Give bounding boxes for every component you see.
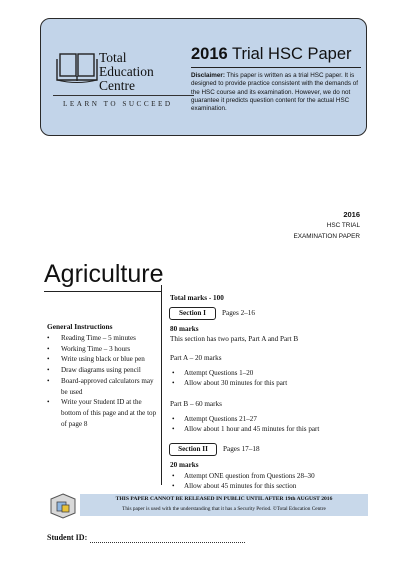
column-divider xyxy=(161,285,162,485)
instruction-item: • Draw diagrams using pencil xyxy=(47,365,157,376)
section-1-marks xyxy=(170,325,199,334)
part-a-list xyxy=(172,368,287,388)
section-2-marks xyxy=(170,461,199,470)
section-1-pages: Pages 2–16 xyxy=(222,309,255,317)
total-marks xyxy=(170,294,224,303)
section-2-box: Section II xyxy=(169,443,217,456)
part-b-item: • Allow about 1 hour and 45 minutes for this part xyxy=(172,424,319,434)
part-a-item: • Allow about 30 minutes for this part xyxy=(172,378,287,388)
general-instructions-title: General Instructions xyxy=(47,322,113,331)
part-b-item: • Attempt Questions 21–27 xyxy=(172,414,319,424)
instruction-item: • Board-approved calculators may be used xyxy=(47,376,157,397)
part-a-item: • Attempt Questions 1–20 xyxy=(172,368,287,378)
title-divider xyxy=(191,67,361,68)
section-1-box: Section I xyxy=(169,307,216,320)
brand-name-line-3: Centre xyxy=(99,78,135,93)
paper-title-year: 2016 xyxy=(191,45,228,63)
subject-title: Agriculture xyxy=(44,260,164,288)
section-2-marks-text: 20 marks xyxy=(170,461,199,469)
part-b-list xyxy=(172,414,319,434)
instruction-item: • Reading Time – 5 minutes xyxy=(47,333,157,344)
section-2-pages: Pages 17–18 xyxy=(223,445,260,453)
subject-underline xyxy=(44,291,161,292)
brand-logo xyxy=(49,43,199,123)
total-marks-text: Total marks - 100 xyxy=(170,294,224,302)
section-1-marks-text: 80 marks xyxy=(170,325,199,333)
instruction-item: • Write using black or blue pen xyxy=(47,354,157,365)
security-notice: This paper is used with the understanding that it has a Security Period. ©Total Education Centre xyxy=(122,506,326,512)
instruction-item: • Working Time – 3 hours xyxy=(47,344,157,355)
instruction-item: • Write your Student ID at the bottom of this page and at the top of page 8 xyxy=(47,397,157,429)
brand-divider xyxy=(53,95,194,96)
section-2-item: • Allow about 45 minutes for this section xyxy=(172,481,315,491)
exam-type-line-1: HSC TRIAL xyxy=(326,222,360,229)
part-a-title: Part A – 20 marks xyxy=(170,354,222,362)
disclaimer xyxy=(191,72,361,113)
open-book-icon xyxy=(55,51,99,87)
security-seal-icon xyxy=(49,493,77,519)
general-instructions-list xyxy=(47,333,157,429)
section-1-description: This section has two parts, Part A and Part B xyxy=(170,335,299,343)
exam-year: 2016 xyxy=(343,210,360,219)
header-banner xyxy=(40,18,367,136)
brand-name-line-1: Total xyxy=(99,50,127,65)
brand-name-line-2: Education xyxy=(99,64,154,79)
disclaimer-label: Disclaimer: xyxy=(191,72,225,79)
release-notice: THIS PAPER CANNOT BE RELEASED IN PUBLIC UNTIL AFTER 19th AUGUST 2016 xyxy=(115,496,333,502)
part-b-title: Part B – 60 marks xyxy=(170,400,222,408)
paper-title xyxy=(191,45,363,64)
exam-type-line-2: EXAMINATION PAPER xyxy=(293,233,360,240)
paper-title-text: Trial HSC Paper xyxy=(227,45,352,63)
section-2-list xyxy=(172,471,315,491)
section-2-item: • Attempt ONE question from Questions 28–30 xyxy=(172,471,315,481)
student-id-label: Student ID: xyxy=(47,533,88,542)
student-id-field[interactable] xyxy=(90,542,245,543)
brand-tagline: LEARN TO SUCCEED xyxy=(63,100,173,108)
disclaimer-text: This paper is written as a trial HSC paper. It is designed to provide practice consistent with the demands of the HSC course and its examination. However, we do not guarantee it predicts question content for the actual HSC examination. xyxy=(191,72,358,113)
